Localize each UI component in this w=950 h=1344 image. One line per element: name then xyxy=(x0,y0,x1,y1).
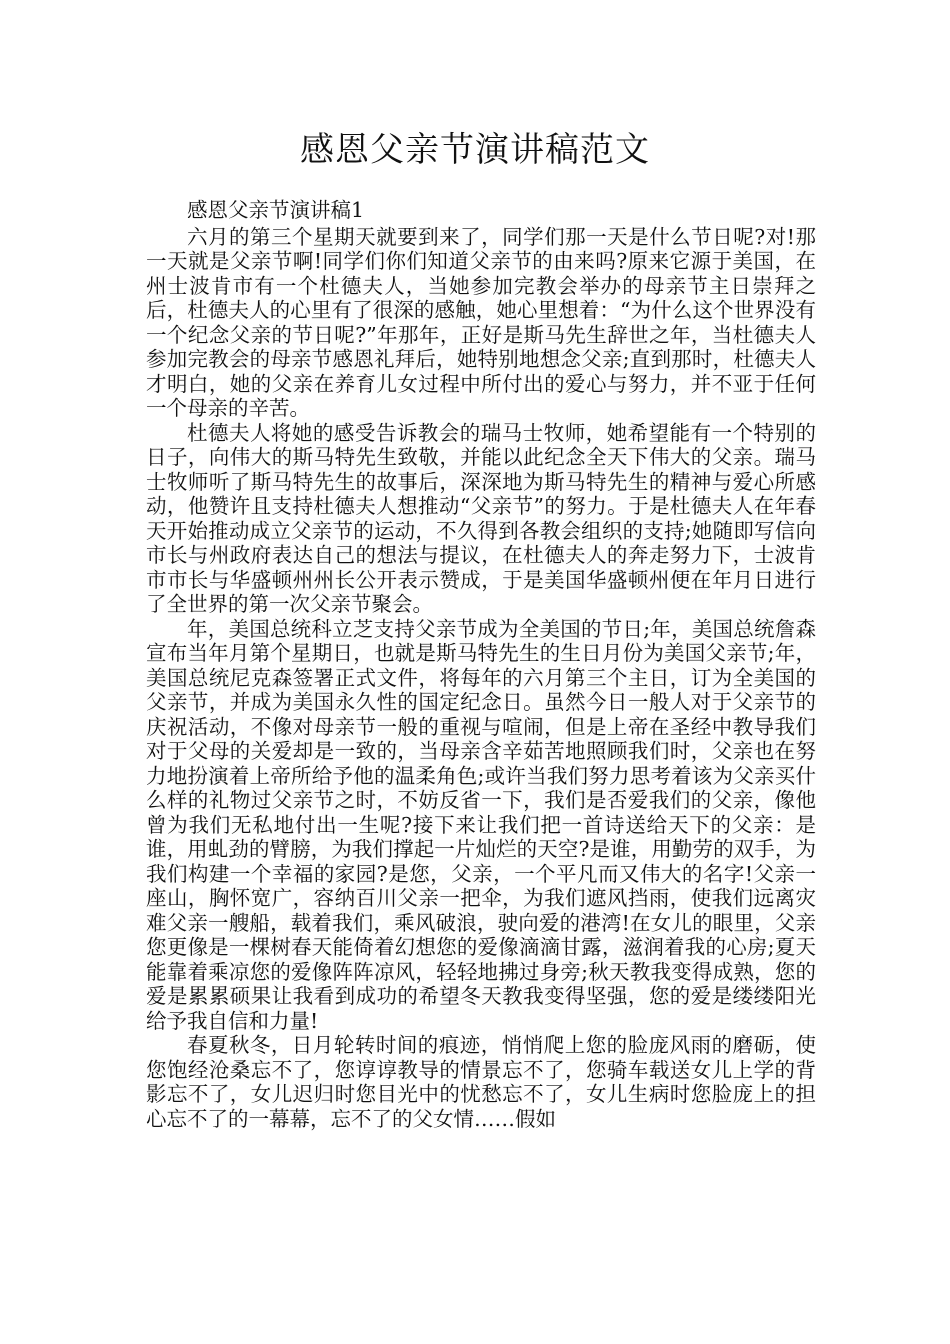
document-subtitle: 感恩父亲节演讲稿1 xyxy=(187,198,365,222)
document-title: 感恩父亲节演讲稿范文 xyxy=(300,130,650,170)
paragraph: 杜德夫人将她的感受告诉教会的瑞马士牧师，她希望能有一个特别的日子，向伟大的斯马特先生致敬，并能以此纪念全天下伟大的父亲。瑞马士牧师听了斯马特先生的故事后，深深地为斯马特先生的精神与爱心所感动，他赞许且支持杜德夫人想推动“父亲节”的努力。于是杜德夫人在年春天开始推动成立父亲节的运动，不久得到各教会组织的支持;她随即写信向市长与州政府表达自己的想法与提议，在杜德夫人的奔走努力下，士波肯市市长与华盛顿州州长公开表示赞成，于是美国华盛顿州便在年月日进行了全世界的第一次父亲节聚会。 xyxy=(146,420,816,616)
document-body xyxy=(146,198,816,1131)
paragraph: 春夏秋冬，日月轮转时间的痕迹，悄悄爬上您的脸庞风雨的磨砺，使您饱经沧桑忘不了，您谆谆教导的情景忘不了，您骑车载送女儿上学的背影忘不了，女儿迟归时您目光中的忧愁忘不了，女儿生病时您脸庞上的担心忘不了的一幕幕，忘不了的父女情……假如 xyxy=(146,1033,816,1131)
paragraph: 六月的第三个星期天就要到来了，同学们那一天是什么节日呢?对!那一天就是父亲节啊!同学们你们知道父亲节的由来吗?原来它源于美国，在州士波肯市有一个杜德夫人，当她参加完教会举办的母亲节主日崇拜之后，杜德夫人的心里有了很深的感触，她心里想着：“为什么这个世界没有一个纪念父亲的节日呢?”年那年，正好是斯马先生辞世之年，当杜德夫人参加完教会的母亲节感恩礼拜后，她特别地想念父亲;直到那时，杜德夫人才明白，她的父亲在养育儿女过程中所付出的爱心与努力，并不亚于任何一个母亲的辛苦。 xyxy=(146,224,816,420)
paragraph: 年，美国总统科立芝支持父亲节成为全美国的节日;年，美国总统詹森宣布当年月第个星期日，也就是斯马特先生的生日月份为美国父亲节;年，美国总统尼克森签署正式文件，将每年的六月第三个主日，订为全美国的父亲节，并成为美国永久性的国定纪念日。虽然今日一般人对于父亲节的庆祝活动，不像对母亲节一般的重视与喧闹，但是上帝在圣经中教导我们对于父母的关爱却是一致的，当母亲含辛茹苦地照顾我们时，父亲也在努力地扮演着上帝所给予他的温柔角色;或许当我们努力思考着该为父亲买什么样的礼物过父亲节之时，不妨反省一下，我们是否爱我们的父亲，像他曾为我们无私地付出一生呢?接下来让我们把一首诗送给天下的父亲：是谁，用虬劲的臂膀，为我们撑起一片灿烂的天空?是谁，用勤劳的双手，为我们构建一个幸福的家园?是您，父亲，一个平凡而又伟大的名字!父亲一座山，胸怀宽广，容纳百川父亲一把伞，为我们遮风挡雨，使我们远离灾难父亲一艘船，载着我们，乘风破浪，驶向爱的港湾!在女儿的眼里，父亲您更像是一棵树春天能倚着幻想您的爱像滴滴甘露，滋润着我的心房;夏天能靠着乘凉您的爱像阵阵凉风，轻轻地拂过身旁;秋天教我变得成熟，您的爱是累累硕果让我看到成功的希望冬天教我变得坚强，您的爱是缕缕阳光给予我自信和力量! xyxy=(146,616,816,1033)
